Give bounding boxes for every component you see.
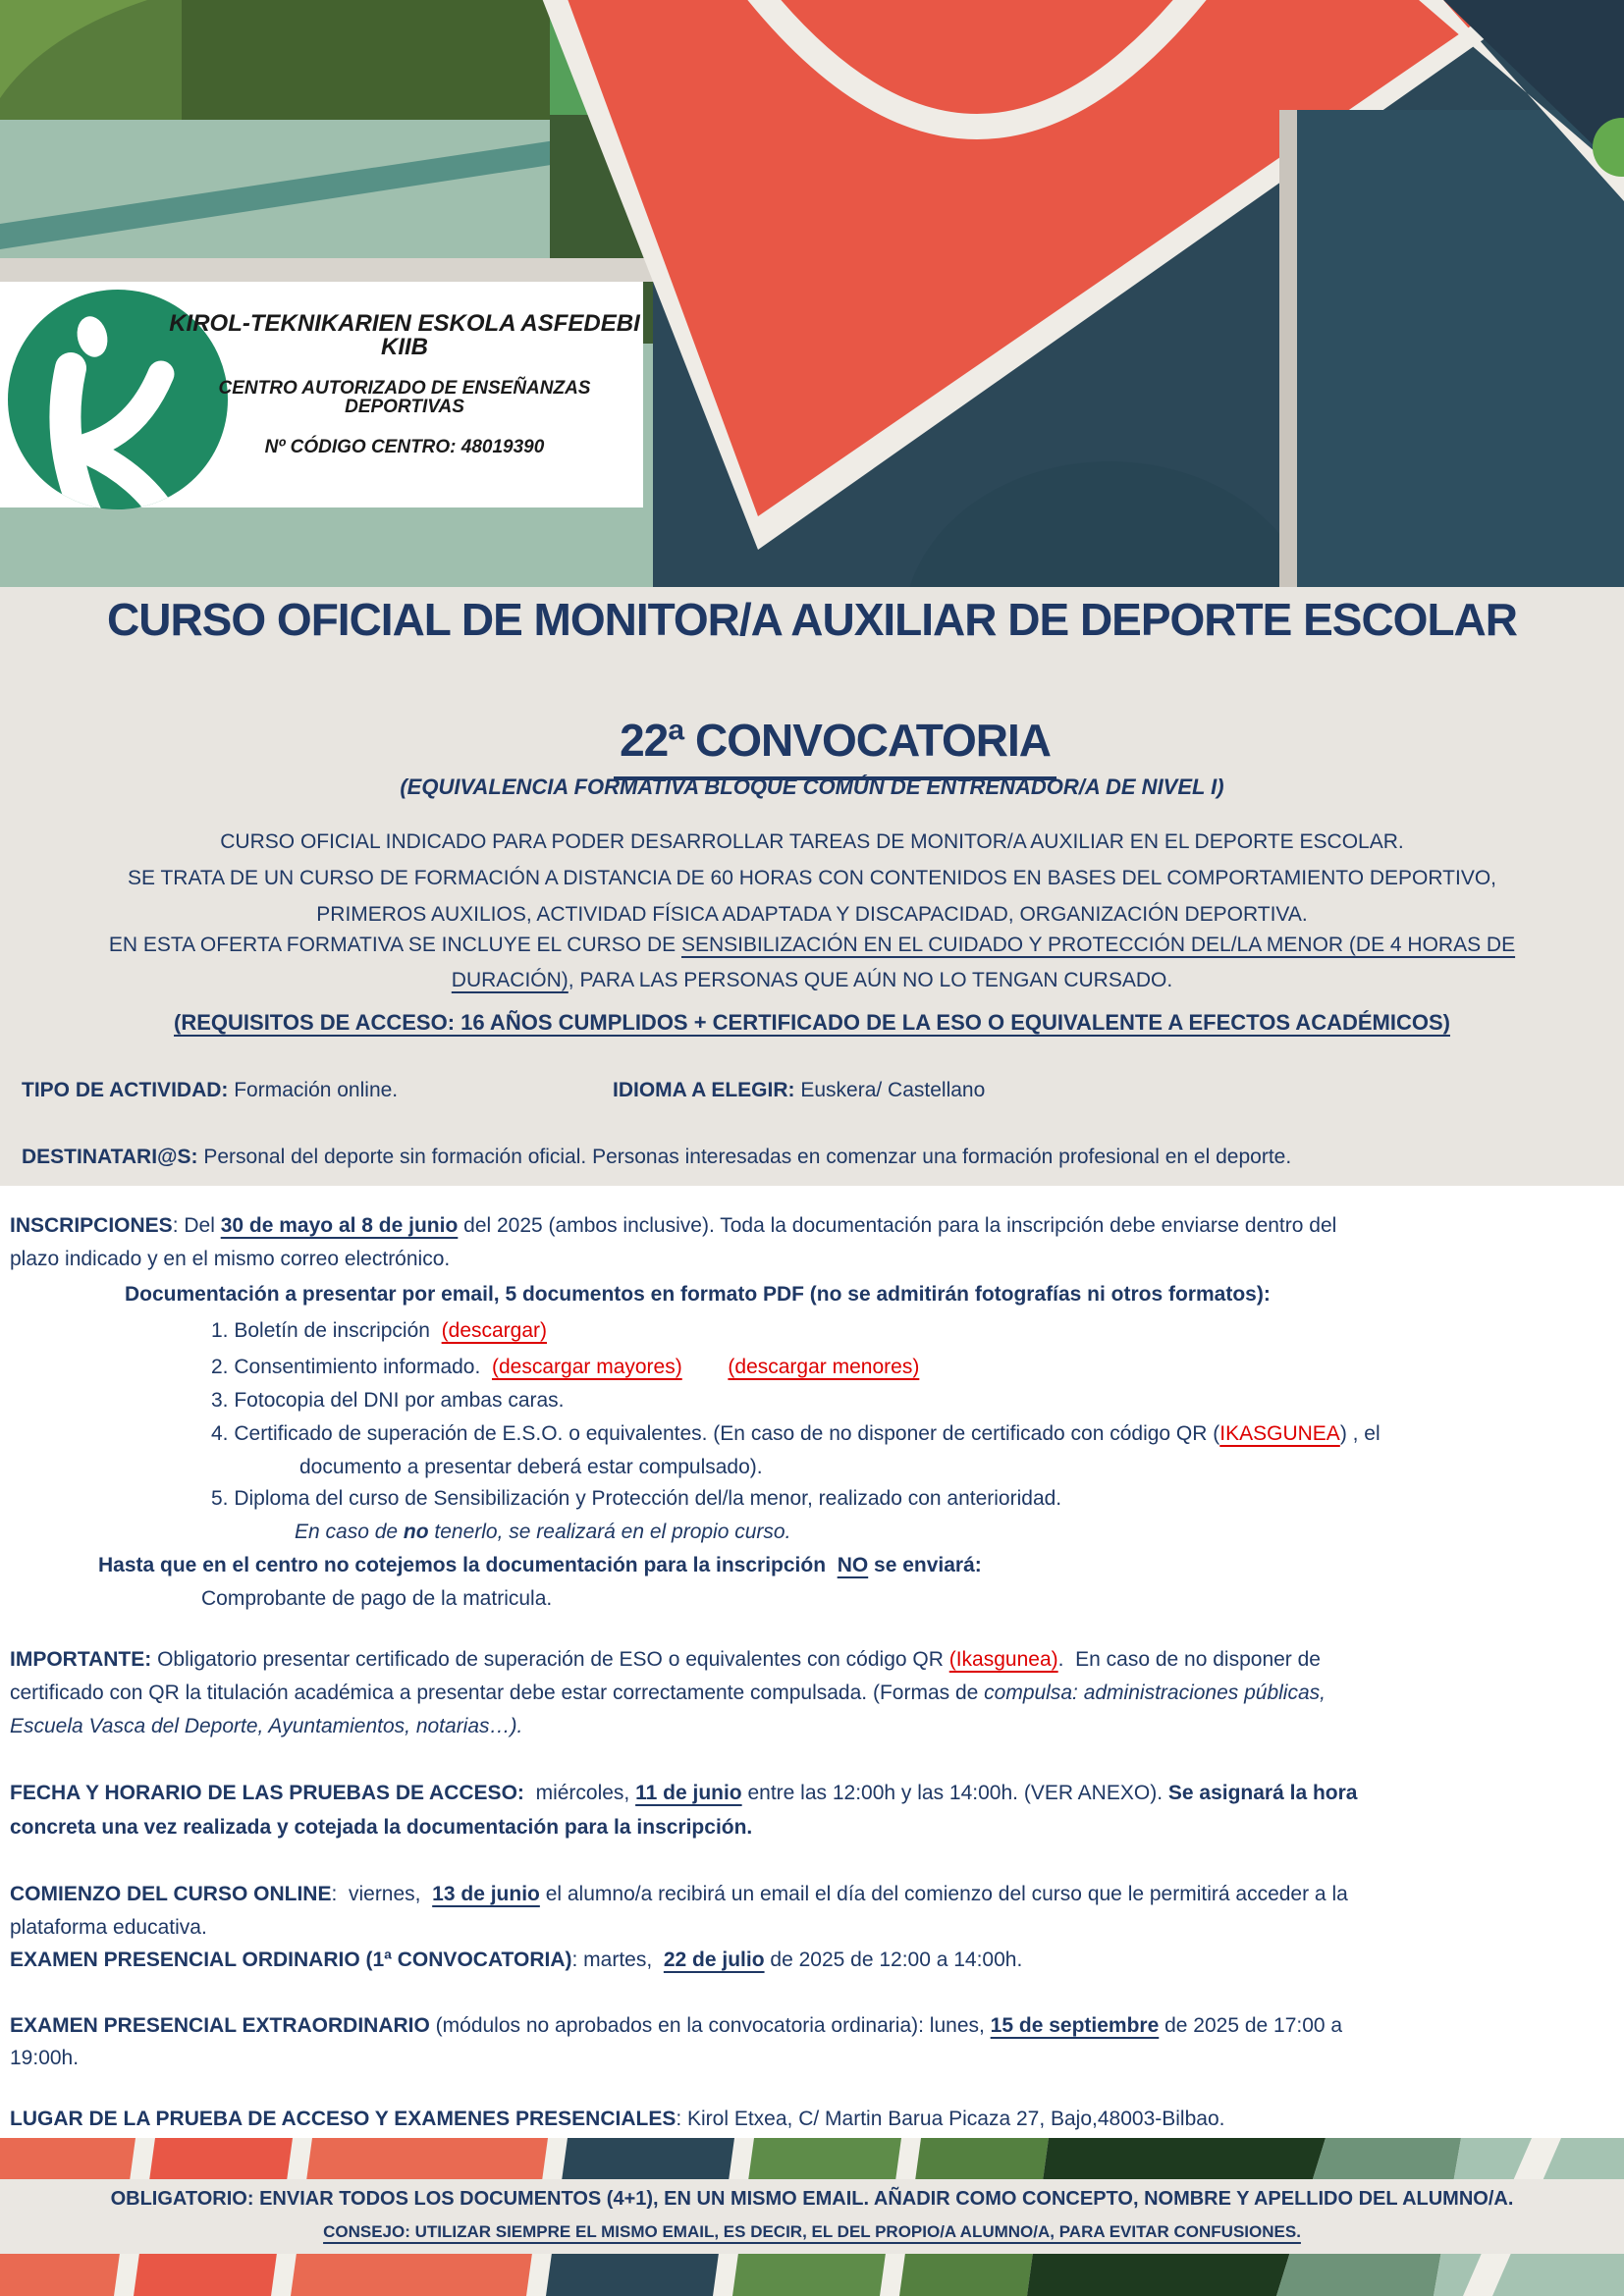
text-segment: 1. Boletín de inscripción bbox=[211, 1319, 442, 1342]
hasta-que-note bbox=[98, 1553, 982, 1578]
text-segment: Euskera/ Castellano bbox=[794, 1079, 986, 1101]
examen-extraordinario-line1 bbox=[10, 2013, 1342, 2039]
text-segment: compulsa: administraciones públicas, bbox=[984, 1682, 1326, 1704]
text-segment: Se asignará la hora bbox=[1167, 1782, 1358, 1804]
text-segment: 19:00h. bbox=[10, 2047, 80, 2069]
text-segment: , PARA LAS PERSONAS QUE AÚN NO LO TENGAN CURSADO. bbox=[568, 969, 1173, 991]
school-subtitle: CENTRO AUTORIZADO DE ENSEÑANZAS DEPORTIVAS bbox=[218, 378, 591, 417]
text-segment: ) , el bbox=[1339, 1422, 1380, 1445]
importante-line2 bbox=[10, 1681, 1326, 1706]
page-title-line1: CURSO OFICIAL DE MONITOR/A AUXILIAR DE DEPORTE ESCOLAR bbox=[107, 594, 1517, 645]
text-segment: EN ESTA OFERTA FORMATIVA SE INCLUYE EL CURSO DE bbox=[108, 934, 681, 956]
doc-item-3 bbox=[211, 1388, 565, 1414]
text-segment: NO bbox=[837, 1554, 869, 1576]
text-segment: tenerlo, se realizará en el propio curso. bbox=[428, 1521, 791, 1543]
text-segment: no bbox=[403, 1521, 429, 1543]
school-name: KIROL-TEKNIKARIEN ESKOLA ASFEDEBI KIIB bbox=[169, 310, 640, 360]
text-segment: Hasta que en el centro no cotejemos la documentación para la inscripción bbox=[98, 1554, 838, 1576]
text-segment: IMPORTANTE: bbox=[10, 1648, 152, 1671]
link-descargar[interactable]: (descargar) bbox=[441, 1319, 548, 1342]
school-center-code: Nº CÓDIGO CENTRO: 48019390 bbox=[264, 437, 545, 457]
doc-item-5 bbox=[211, 1486, 1061, 1512]
link-descargar-mayores[interactable]: (descargar mayores) bbox=[491, 1356, 682, 1378]
text-segment: se enviará: bbox=[868, 1554, 982, 1576]
link-ikasgunea[interactable]: IKASGUNEA bbox=[1219, 1422, 1340, 1445]
text-segment: 2. Consentimiento informado. bbox=[211, 1356, 492, 1378]
text-segment: Formación online. bbox=[228, 1079, 399, 1101]
course-description-line2 bbox=[0, 866, 1624, 891]
text-segment: el alumno/a recibirá un email el día del comienzo del curso que le permitirá acceder a la bbox=[539, 1883, 1348, 1905]
doc-item-4-line2 bbox=[299, 1455, 763, 1480]
text-segment: : Kirol Etxea, C/ Martin Barua Picaza 27, Bajo,48003-Bilbao. bbox=[676, 2108, 1225, 2130]
text-segment: Documentación a presentar por email, 5 documentos en formato PDF (no se admitirán fotografías ni otros formatos): bbox=[125, 1283, 1271, 1306]
text-segment: TIPO DE ACTIVIDAD: bbox=[22, 1079, 229, 1101]
text-segment: EXAMEN PRESENCIAL ORDINARIO (1ª CONVOCATORIA) bbox=[10, 1949, 572, 1971]
examen-extraordinario-line2 bbox=[10, 2046, 79, 2071]
fecha-pruebas-line2 bbox=[10, 1815, 752, 1841]
footer-obligatorio bbox=[0, 2187, 1624, 2212]
text-segment: de 2025 de 12:00 a 14:00h. bbox=[764, 1949, 1023, 1971]
text-segment: Escuela Vasca del Deporte, Ayuntamientos, notarias…). bbox=[10, 1715, 523, 1737]
sensibilizacion-line2 bbox=[0, 968, 1624, 993]
text-segment: 22 de julio bbox=[663, 1949, 765, 1971]
text-segment: 11 de junio bbox=[635, 1782, 742, 1804]
en-caso-note bbox=[295, 1520, 790, 1545]
text-segment: 30 de mayo al 8 de junio bbox=[220, 1214, 459, 1237]
examen-ordinario bbox=[10, 1948, 1022, 1973]
text-segment: CONSEJO: UTILIZAR SIEMPRE EL MISMO EMAIL, ES DECIR, EL DEL PROPIO/A ALUMNO/A, PARA EVITAR CONFUSIONES. bbox=[323, 2222, 1301, 2241]
importante-line3 bbox=[10, 1714, 522, 1739]
text-segment: IDIOMA A ELEGIR: bbox=[613, 1079, 795, 1101]
text-segment: LUGAR DE LA PRUEBA DE ACCESO Y EXAMENES PRESENCIALES bbox=[10, 2108, 677, 2130]
text-segment: : viernes, bbox=[331, 1883, 433, 1905]
text-segment: concreta una vez realizada y cotejada la documentación para la inscripción. bbox=[10, 1816, 753, 1839]
text-segment: OBLIGATORIO: ENVIAR TODOS LOS DOCUMENTOS (4+1), EN UN MISMO EMAIL. AÑADIR COMO CONCEPTO, NOMBRE Y APELLIDO DEL ALUMNO/A. bbox=[110, 2188, 1514, 2210]
lugar-pruebas bbox=[10, 2107, 1224, 2132]
text-segment: entre las 12:00h y las 14:00h. (VER ANEXO). bbox=[741, 1782, 1168, 1804]
text-segment: COMIENZO DEL CURSO ONLINE bbox=[10, 1883, 332, 1905]
link-ikasgunea-2[interactable]: (Ikasgunea) bbox=[948, 1648, 1058, 1671]
fecha-pruebas-line1 bbox=[10, 1781, 1357, 1806]
text-segment: 5. Diploma del curso de Sensibilización y Protección del/la menor, realizado con anterioridad. bbox=[211, 1487, 1062, 1510]
inscripciones-line2 bbox=[10, 1247, 450, 1272]
requisitos-acceso bbox=[0, 1009, 1624, 1037]
text-segment: DURACIÓN) bbox=[451, 969, 568, 991]
sensibilizacion-line1 bbox=[0, 933, 1624, 958]
text-segment: En caso de bbox=[295, 1521, 404, 1543]
idioma-a-elegir bbox=[613, 1078, 985, 1103]
text-segment bbox=[682, 1356, 729, 1378]
text-segment: de 2025 de 17:00 a bbox=[1159, 2014, 1343, 2037]
text-segment: INSCRIPCIONES bbox=[10, 1214, 173, 1237]
text-segment: del 2025 (ambos inclusive). Toda la documentación para la inscripción debe enviarse dentro del bbox=[458, 1214, 1337, 1237]
text-segment: Personal del deporte sin formación oficial. Personas interesadas en comenzar una formación profesional en el deporte. bbox=[197, 1146, 1292, 1168]
comienzo-curso-line1 bbox=[10, 1882, 1348, 1907]
text-segment: FECHA Y HORARIO DE LAS PRUEBAS DE ACCESO: bbox=[10, 1782, 524, 1804]
text-segment: 4. Certificado de superación de E.S.O. o equivalentes. (En caso de no disponer de certificado con código QR ( bbox=[211, 1422, 1220, 1445]
tipo-actividad bbox=[22, 1078, 398, 1103]
footer-consejo bbox=[0, 2221, 1624, 2242]
link-descargar-menores[interactable]: (descargar menores) bbox=[728, 1356, 920, 1378]
course-description-line3 bbox=[0, 902, 1624, 928]
header-abstract-art bbox=[0, 0, 1624, 587]
text-segment: (REQUISITOS DE ACCESO: 16 AÑOS CUMPLIDOS + CERTIFICADO DE LA ESO O EQUIVALENTE A EFECTOS ACADÉMICOS) bbox=[174, 1010, 1450, 1035]
text-segment: (módulos no aprobados en la convocatoria ordinaria): lunes, bbox=[429, 2014, 991, 2037]
page-title-line2 bbox=[0, 656, 1624, 837]
text-segment: CURSO OFICIAL INDICADO PARA PODER DESARROLLAR TAREAS DE MONITOR/A AUXILIAR EN EL DEPORTE ESCOLAR. bbox=[220, 830, 1404, 853]
doc-item-1 bbox=[211, 1318, 547, 1344]
text-segment: miércoles, bbox=[523, 1782, 636, 1804]
importante-line1 bbox=[10, 1647, 1321, 1673]
text-segment: SE TRATA DE UN CURSO DE FORMACIÓN A DISTANCIA DE 60 HORAS CON CONTENIDOS EN BASES DEL COMPORTAMIENTO DEPORTIVO, bbox=[127, 867, 1497, 889]
equivalencia-subtitle: (EQUIVALENCIA FORMATIVA BLOQUE COMÚN DE ENTRENADOR/A DE NIVEL I) bbox=[400, 774, 1224, 799]
text-segment: : Del bbox=[172, 1214, 221, 1237]
text-segment: 15 de septiembre bbox=[990, 2014, 1160, 2037]
text-segment: certificado con QR la titulación académica a presentar debe estar correctamente compulsada. (Formas de bbox=[10, 1682, 985, 1704]
text-segment: 3. Fotocopia del DNI por ambas caras. bbox=[211, 1389, 565, 1412]
documentacion-header bbox=[125, 1282, 1271, 1308]
convocatoria-underlined: 22ª CONVOCATORIA bbox=[614, 713, 1056, 781]
text-segment: SENSIBILIZACIÓN EN EL CUIDADO Y PROTECCIÓN DEL/LA MENOR (DE 4 HORAS DE bbox=[680, 934, 1516, 956]
text-segment: . En caso de no disponer de bbox=[1057, 1648, 1321, 1671]
text-segment: 13 de junio bbox=[432, 1883, 540, 1905]
text-segment: DESTINATARI@S: bbox=[22, 1146, 198, 1168]
text-segment: PRIMEROS AUXILIOS, ACTIVIDAD FÍSICA ADAPTADA Y DISCAPACIDAD, ORGANIZACIÓN DEPORTIVA. bbox=[316, 903, 1308, 926]
text-segment: EXAMEN PRESENCIAL EXTRAORDINARIO bbox=[10, 2014, 430, 2037]
comprobante-note bbox=[201, 1586, 552, 1612]
text-segment: Obligatorio presentar certificado de superación de ESO o equivalentes con código QR bbox=[151, 1648, 949, 1671]
text-segment: : martes, bbox=[571, 1949, 664, 1971]
text-segment: plataforma educativa. bbox=[10, 1916, 207, 1939]
doc-item-4-line1 bbox=[211, 1421, 1380, 1447]
doc-item-2 bbox=[211, 1355, 919, 1380]
comienzo-curso-line2 bbox=[10, 1915, 207, 1941]
text-segment: plazo indicado y en el mismo correo electrónico. bbox=[10, 1248, 451, 1270]
school-identity bbox=[165, 312, 644, 456]
destinatarios bbox=[22, 1145, 1291, 1170]
text-segment: Comprobante de pago de la matricula. bbox=[201, 1587, 553, 1610]
text-segment: documento a presentar deberá estar compulsado). bbox=[299, 1456, 763, 1478]
inscripciones-line1 bbox=[10, 1213, 1336, 1239]
course-description-line1 bbox=[0, 829, 1624, 855]
